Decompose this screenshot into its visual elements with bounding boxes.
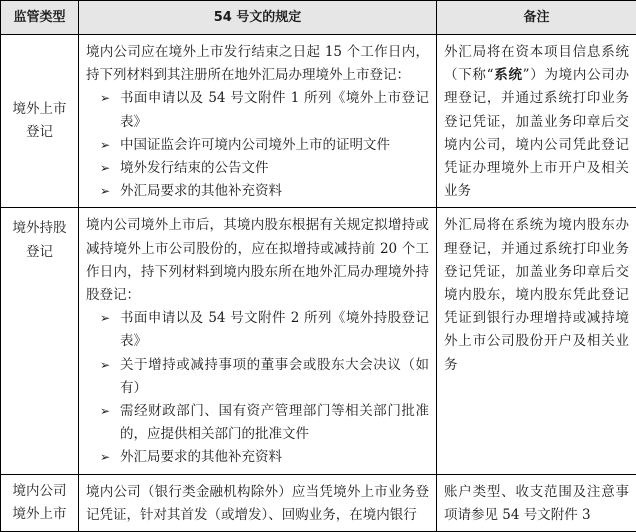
list-item: ➢ 书面申请以及 54 号文附件 1 所列《境外上市登记表》 xyxy=(100,87,429,133)
material-list xyxy=(86,87,429,203)
note-cell xyxy=(437,35,636,208)
header-rule: 54 号文的规定 xyxy=(79,1,437,35)
list-item: ➢ 境外发行结束的公告文件 xyxy=(100,157,429,180)
list-item: ➢ 外汇局要求的其他补充资料 xyxy=(100,446,429,469)
note-text-bold: 系统 xyxy=(494,67,523,83)
rule-cell xyxy=(79,208,437,474)
type-cell xyxy=(1,208,79,474)
type-cell xyxy=(1,474,79,531)
list-item: ➢ 外汇局要求的其他补充资料 xyxy=(100,180,429,203)
type-cell xyxy=(1,35,79,208)
list-item: ➢ 需经财政部门、国有资产管理部门等相关部门批准的，应提供相关部门的批准文件 xyxy=(100,400,429,446)
note-text: 账户类型、收支范围及注意事项请参见 54 号文附件 3 xyxy=(444,481,629,527)
table-row xyxy=(1,35,636,208)
table-row xyxy=(1,208,636,474)
rule-intro: 境内公司（银行类金融机构除外）应当凭境外上市业务登记凭证，针对其首发（或增发）、回购业务，在境内银行 xyxy=(86,481,429,527)
header-type: 监管类型 xyxy=(1,1,79,35)
list-item: ➢ 书面申请以及 54 号文附件 2 所列《境外持股登记表》 xyxy=(100,307,429,353)
header-row xyxy=(1,1,636,35)
header-note: 备注 xyxy=(437,1,636,35)
note-cell xyxy=(437,208,636,474)
list-item: ➢ 中国证监会许可境内公司境外上市的证明文件 xyxy=(100,134,429,157)
type-label: 境外上市登记 xyxy=(2,98,77,144)
list-item: ➢ 关于增持或减持事项的董事会或股东大会决议（如有） xyxy=(100,354,429,400)
type-label: 境外持股登记 xyxy=(2,209,77,263)
material-list xyxy=(86,307,429,469)
rule-intro: 境内公司境外上市后，其境内股东根据有关规定拟增持或减持境外上市公司股份的，应在拟增持或减持前 20 个工作日内，持下列材料到境内股东所在地外汇局办理境外持股登记： xyxy=(86,214,429,307)
rule-cell xyxy=(79,474,437,531)
note-text: 外汇局将在系统为境内股东办理登记，并通过系统打印业务登记凭证，加盖业务印章后交境内股东，境内股东凭此登记凭证到银行办理增持或减持境外上市公司股份开户及相关业务 xyxy=(444,214,629,376)
note-text xyxy=(444,41,629,203)
table-row xyxy=(1,474,636,531)
note-text-after: ”）为境内公司办理登记，并通过系统打印业务登记凭证，加盖业务印章后交境内公司，境内公司凭此登记凭证办理境外上市开户及相关业务 xyxy=(444,67,629,199)
note-cell xyxy=(437,474,636,531)
rule-cell xyxy=(79,35,437,208)
note-text-before: 外汇局将在资本项目信息系统（下称“ xyxy=(444,44,629,83)
rule-intro: 境内公司应在境外上市发行结束之日起 15 个工作日内，持下列材料到其注册所在地外汇局办理境外上市登记： xyxy=(86,41,429,87)
type-label: 境内公司境外上市 xyxy=(2,480,77,526)
